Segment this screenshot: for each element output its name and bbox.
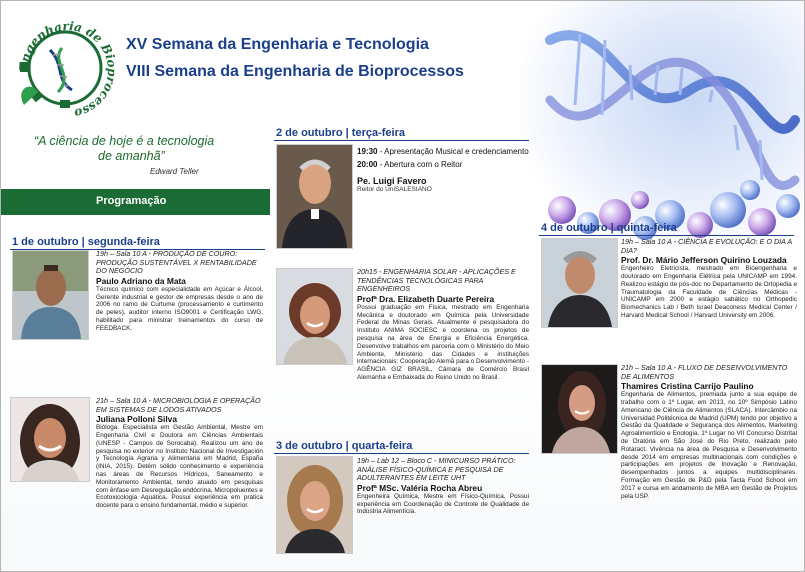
day1-heading: 1 de outubro | segunda-feira [12,236,160,248]
event-3-line2 [357,160,529,170]
event-7-bio: Engenharia de Alimentos, premiada junto a sua equipe de trabalho com o 1º Lugar, em 2013, no 10º Simpósio Latino Americano de Ciência de Alimentos (SLACA). Intercâmbio na Universidad Politécnica de Madrid (UPM) tendo por objetivo a Gestão da Qualidade e Segurança dos Alimentos, Marketing Agroalimentício e Enologia. 1º Lugar no VII Concurso Distrital de Oratória em São José do Rio Preto, realizado pelo Rotaract. Vivência na área de Pesquisa e Desenvolvimento desde 2014 em empresas multinacionais com condições e participações em projetos de Inovação e Renovação, desempenhados juntos a equipes multidisciplinares. Formação em Gestão de P&D pela Tacta Food School em 2017 e cursa em andamento de MBA em Gestão de Projetos pela USP. [621,391,797,500]
event-5-speaker: Profª MSc. Valéria Rocha Abreu [357,482,483,493]
event-3-speaker: Pe. Luigi Favero [357,176,427,186]
event-1 [96,250,263,333]
day3-divider [274,453,529,454]
photo-mario [541,238,618,328]
quote-line1: “A ciência de hoje é a tecnologia [34,134,215,148]
photo-paulo [12,250,89,340]
photo-thamires [541,364,618,454]
quote [34,134,244,164]
event-6-speaker: Prof. Dr. Mário Jefferson Quirino Louzada [621,255,787,266]
event-1-speaker: Paulo Adriano da Mata [96,275,186,286]
day2-heading: 2 de outubro | terça-feira [276,127,405,139]
logo-text: Engenharia de Bioprocesso [16,19,120,120]
event-3-line1 [357,147,529,157]
photo-luigi [276,144,353,249]
event-5-bio: Engenheira Química, Mestre em Físico-Química. Possui experiência em Coordenação de Controle de Qualidade de Indústria Alimentícia. [357,492,529,516]
day4-divider [539,235,794,236]
event-3-role: Reitor do UniSALESIANO [357,186,432,193]
event-3 [357,147,529,194]
event-2-bio: Bióloga. Especialista em Gestão Ambiental, Mestre em Engenharia Civil e Doutora em Ciências Ambientais (UNESP - Campus de Sorocaba). Realizou um ano de pesquisa no exterior no Instituto Nacional de Investigación y Tecnología Agraria y Alimentaria em Madrid, España (INIA, 2015). Detém sólido conhecimento e experiência nas áreas de Recursos Hídricos, Saneamento e Monitoramento Ambiental, tendo atuado em pesquisas com ênfase em Desregulação endócrina, Micropoluentes e Ecotoxicologia Aquática. Possui experiência em prática docente para o ensino fundamental, médio e superior. [96,424,263,510]
event-6-title: 19h – Sala 10 A - CIÊNCIA E EVOLUÇÃO: E O DIA A DIA? [621,237,792,255]
dna-illustration [540,10,800,240]
event-6-bio: Engenheiro Eletricista, mestrado em Bioengenharia e doutorado em Engenharia Elétrica pela UNICAMP em 1994. Realizou estágio de pós-doc no Departamento de Ortopedia e Traumatologia da Faculdade de Ciências Médicas - UNICAMP em 2000 e estágio sabático no Orthopedic Biomechanics Lab / Beth Israel Deaconess Medical Center / Harvard Medical School / Harvard University em 2006. [621,265,797,319]
event-4-speaker: Profª Dra. Elizabeth Duarte Pereira [357,293,495,304]
event-7 [621,364,797,500]
photo-elizabeth [276,268,353,365]
event-title-line1: XV Semana da Engenharia e Tecnologia [126,36,429,53]
day2-divider [274,140,529,141]
quote-author: Edward Teller [150,167,199,176]
event-2-speaker: Juliana Polloni Silva [96,414,177,425]
event-3-time1: 19:30 [357,147,378,156]
bioprocessos-logo [10,10,120,120]
event-1-bio: Técnico químico com especialidade em Açúcar e Álcool, Gerente industrial e gestor de empresas desde o ano de 2006 no ramo de Curtume (processamento e curtimento de peles), auditor interno ISO9001 e Certificação LWG, habilitado para ministrar treinamentos do curso de FEEDBACK. [96,285,263,332]
event-3-time2: 20:00 [357,160,378,169]
event-1-title: 19h – Sala 10 A - PRODUÇÃO DE COURO: PRODUÇÃO SUSTENTÁVEL X RENTABILIDADE DO NEGÓCIO [96,249,257,276]
event-2-title: 21h – Sala 10 A - MICROBIOLOGIA E OPERAÇÃO EM SISTEMAS DE LODOS ATIVADOS [96,396,261,414]
event-5 [357,457,529,516]
day4-heading: 4 de outubro | quinta-feira [541,222,677,234]
event-5-title: 19h – Lab 12 – Bloco C - MINICURSO PRÁTICO: ANÁLISE FÍSICO-QUÍMICA E PESQUISA DE ADULTERANTES EM LEITE UHT [357,456,516,483]
event-6 [621,238,797,320]
event-title-line2: VIII Semana da Engenharia de Bioprocessos [126,63,464,80]
event-3-text2: - Abertura com o Reitor [377,160,463,169]
event-7-title: 21h – Sala 10 A - FLUXO DE DESENVOLVIMENTO DE ALIMENTOS [621,363,788,381]
quote-line2: de amanhã” [98,149,165,163]
event-4 [357,268,529,382]
day3-heading: 3 de outubro | quarta-feira [276,440,413,452]
photo-valeria [276,456,353,554]
photo-juliana [10,397,90,482]
event-2 [96,397,263,510]
event-3-text1: - Apresentação Musical e credenciamento [377,147,529,156]
programacao-label: Programação [96,195,167,207]
event-7-speaker: Thamires Cristina Carrijo Paulino [621,381,754,392]
event-4-title: 20h15 - ENGENHARIA SOLAR - APLICAÇÕES E TENDÊNCIAS TECNOLÓGICAS PARA ENGENHEIROS [357,267,516,294]
event-4-bio: Possui graduação em Física, mestrado em Engenharia Mecânica e doutorado em Química pela Universidade Federal de Minas Gerais. Atualmente é pesquisadora do Instituto ANIMA SOCIESC e coordena os projetos de pesquisa na área de Energia e Eficiência Energética. Desenvolve trabalhos em parceria com o Ministério do Meio Ambiente, Ministério das Cidades e instituições internacionais: Cooperação Alemã para o Desenvolvimento - AGÊNCIA GIZ BRASIL, Câmara de Comércio Brasil Alemanha e Embaixada do Reino Unido no Brasil. [357,303,529,381]
